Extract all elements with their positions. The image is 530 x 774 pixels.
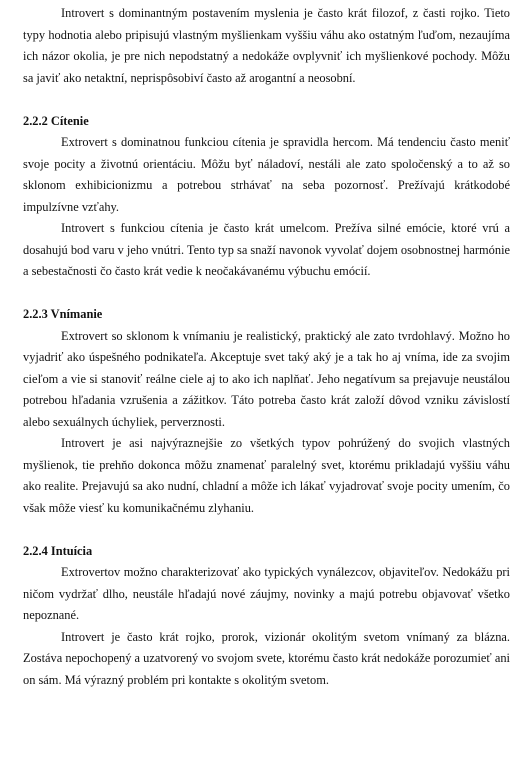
section-spacer xyxy=(23,519,510,541)
intuicia-paragraph-extrovert: Extrovertov možno charakterizovať ako typických vynálezcov, objaviteľov. Nedokážu pri ničom vydržať dlho, neustále hľadajú nové záujmy, novinky a majú potrebu objavovať všetko nepoznané. xyxy=(23,565,510,622)
section-spacer xyxy=(23,283,510,305)
section-spacer xyxy=(23,89,510,111)
vnimanie-paragraph-introvert: Introvert je asi najvýraznejšie zo všetkých typov pohrúžený do svojich vlastných myšlienok, tie prehňo dokonca môžu znamenať paralelný svet, ktorému prikladajú vyššiu váhu ako realite. Prejavujú sa ako nudní, chladní a môže ich lákať vyjadrovať svoje pocity umením, čo však môže viesť ku komunikačnému zlyhaniu. xyxy=(23,436,510,515)
citenie-paragraph-extrovert: Extrovert s dominatnou funkciou cítenia je spravidla hercom. Má tendenciu často meniť svoje pocity a životnú orientáciu. Môžu byť náladoví, nestáli ale zato spoločenský a to až so sklonom exhibicionizmu a potrebou strhávať na seba pozornosť. Prežívajú krátkodobé impulzívne vzťahy. xyxy=(23,135,510,214)
section-heading-intuicia: 2.2.4 Intuícia xyxy=(23,543,93,558)
section-heading-citenie: 2.2.2 Cítenie xyxy=(23,113,89,128)
document-page xyxy=(23,3,510,691)
intro-paragraph: Introvert s dominantným postavením myslenia je často krát filozof, z časti rojko. Tieto typy hodnotia alebo pripisujú vlastným myšlienkam vyššiu váhu ako ostatným ľuďom, nezaujíma ich názor okolia, je pre nich nepodstatný a nedokáže ovplyvniť ich myšlienkové pochody. Môžu sa javiť ako netaktní, neprispôsobiví často až arogantní a neosobní. xyxy=(23,6,510,85)
citenie-paragraph-introvert: Introvert s funkciou cítenia je často krát umelcom. Prežíva silné emócie, ktoré vrú a dosahujú bod varu v jeho vnútri. Tento typ sa snaží navonok vyvolať dojem osobnostnej harmónie a sebestačnosti čo často krát vedie k neočakávanému výbuchu emócií. xyxy=(23,221,511,278)
vnimanie-paragraph-extrovert: Extrovert so sklonom k vnímaniu je realistický, praktický ale zato tvrdohlavý. Možno ho vyjadriť ako úspešného podnikateľa. Akceptuje svet taký aký je a tak ho aj vníma, ide za svojim cieľom a vie si stanoviť reálne ciele aj to ako ich naplňať. Jeho negatívum sa prejavuje neustálou potrebou hľadania vzrušenia a zážitkov. Táto potreba často krát založí dôvod vzniku závislostí alebo sexuálnych úchyliek, perverznosti. xyxy=(23,328,510,429)
intuicia-paragraph-introvert: Introvert je často krát rojko, prorok, vizionár okolitým svetom vnímaný za blázna. Zostáva nepochopený a uzatvorený vo svojom svete, ktorému často krát nedokáže porozumieť ani on sám. Má výrazný problém pri kontakte s okolitým svetom. xyxy=(23,629,510,687)
section-heading-vnimanie: 2.2.3 Vnímanie xyxy=(23,307,103,321)
